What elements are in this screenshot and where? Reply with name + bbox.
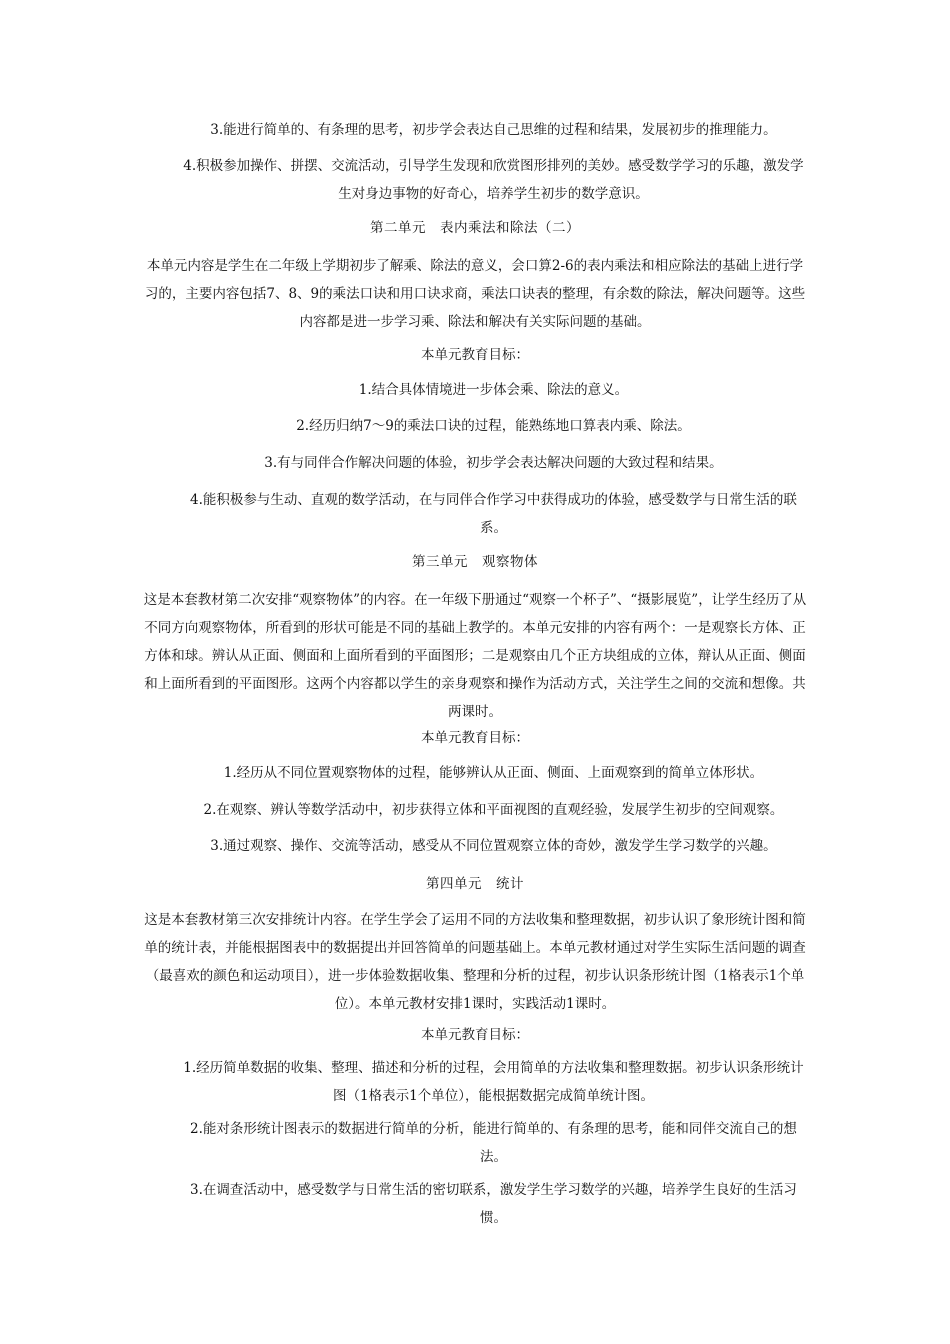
goal-item-2-unit4: 2.能对条形统计图表示的数据进行简单的分析，能进行简单的、有条理的思考，能和同伴交流自己的想法。 <box>190 1121 797 1165</box>
goal-item-3-unit3: 3.通过观察、操作、交流等活动，感受从不同位置观察立体的奇妙，激发学生学习数学的兴趣。 <box>210 838 777 854</box>
unit-2-goals-heading: 本单元教育目标： <box>421 347 529 363</box>
unit-3-heading: 第三单元 观察物体 <box>412 554 538 570</box>
goal-item-4-unit2: 4.能积极参与生动、直观的数学活动，在与同伴合作学习中获得成功的体验，感受数学与日常生活的联系。 <box>190 492 797 536</box>
goal-item-1-unit2: 1.结合具体情境进一步体会乘、除法的意义。 <box>358 382 629 398</box>
goal-item-1-unit4: 1.经历简单数据的收集、整理、描述和分析的过程，会用简单的方法收集和整理数据。初步认识条形统计图（1格表示1个单位），能根据数据完成简单统计图。 <box>183 1060 804 1104</box>
goal-item-2-unit2: 2.经历归纳7～9的乘法口诀的过程，能熟练地口算表内乘、除法。 <box>296 418 691 434</box>
unit-4-heading: 第四单元 统计 <box>426 876 524 892</box>
goal-item-2-unit3: 2.在观察、辨认等数学活动中，初步获得立体和平面视图的直观经验，发展学生初步的空间观察。 <box>203 802 784 818</box>
goal-item-3-unit2: 3.有与同伴合作解决问题的体验，初步学会表达解决问题的大致过程和结果。 <box>264 455 723 471</box>
unit-3-intro: 这是本套教材第二次安排“观察物体”的内容。在一年级下册通过“观察一个杯子”、“摄影展览”，让学生经历了从不同方向观察物体，所看到的形状可能是不同的基础上教学的。本单元安排的内容有两个：一是观察长方体、正方体和球。辨认从正面、侧面和上面所看到的平面图形；二是观察由几个正方块组成的立体，辩认从正面、侧面和上面所看到的平面图形。这两个内容都以学生的亲身观察和操作为活动方式，关注学生之间的交流和想像。共两课时。 <box>143 592 807 720</box>
unit-3-goals-heading: 本单元教育目标： <box>421 730 529 746</box>
unit-2-heading: 第二单元 表内乘法和除法（二） <box>370 220 580 236</box>
goal-item-1-unit3: 1.经历从不同位置观察物体的过程，能够辨认从正面、侧面、上面观察到的简单立体形状。 <box>223 765 764 781</box>
goal-item-3-unit4: 3.在调查活动中，感受数学与日常生活的密切联系，激发学生学习数学的兴趣，培养学生良好的生活习惯。 <box>190 1182 797 1226</box>
unit-2-intro: 本单元内容是学生在二年级上学期初步了解乘、除法的意义，会口算2-6的表内乘法和相应除法的基础上进行学习的，主要内容包括7、8、9的乘法口诀和用口诀求商，乘法口诀表的整理，有余数的除法，解决问题等。这些内容都是进一步学习乘、除法和解决有关实际问题的基础。 <box>144 258 806 330</box>
unit-4-goals-heading: 本单元教育目标： <box>421 1027 529 1043</box>
unit-4-intro: 这是本套教材第三次安排统计内容。在学生学会了运用不同的方法收集和整理数据，初步认识了象形统计图和简单的统计表，并能根据图表中的数据提出并回答简单的问题基础上。本单元教材通过对学生实际生活问题的调查（最喜欢的颜色和运动项目），进一步体验数据收集、整理和分析的过程，初步认识条形统计图（1格表示1个单位）。本单元教材安排1课时，实践活动1课时。 <box>144 912 806 1012</box>
goal-item-4-unit1: 4.积极参加操作、拼摆、交流活动，引导学生发现和欣赏图形排列的美妙。感受数学学习的乐趣，激发学生对身边事物的好奇心，培养学生初步的数学意识。 <box>183 158 804 202</box>
goal-item-3-unit1: 3.能进行简单的、有条理的思考，初步学会表达自己思维的过程和结果，发展初步的推理能力。 <box>210 122 777 138</box>
